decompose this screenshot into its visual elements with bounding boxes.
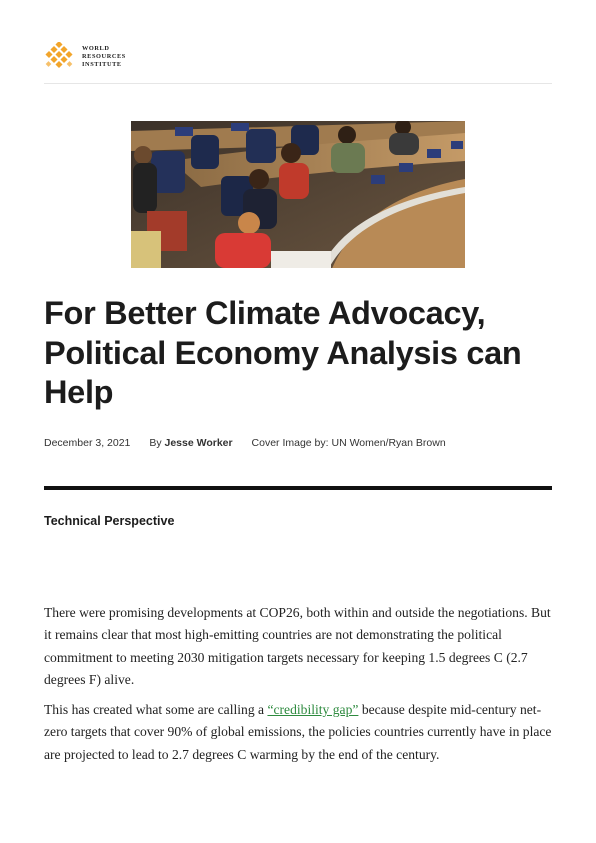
logo-line-3: INSTITUTE bbox=[82, 61, 122, 68]
paragraph-2-end: because despite mid-century net-zero targets that cover 90% of global emissions, the policies countries currently have in place are projected to lead to 2.7 degrees C warming by the end of the century. bbox=[44, 702, 552, 762]
cover-image bbox=[131, 121, 465, 268]
byline bbox=[149, 437, 232, 449]
article-category[interactable]: Technical Perspective bbox=[44, 514, 175, 528]
author-name[interactable]: Jesse Worker bbox=[164, 437, 233, 449]
logo-line-1: WORLD bbox=[82, 45, 110, 52]
article-title: For Better Climate Advocacy, Political Economy Analysis can Help bbox=[44, 295, 522, 410]
article-body bbox=[44, 602, 556, 774]
logo-line-2: RESOURCES bbox=[82, 53, 126, 60]
section-divider bbox=[44, 486, 552, 490]
paragraph-2-start: This has created what some are calling a bbox=[44, 702, 268, 718]
credibility-gap-link[interactable]: “credibility gap” bbox=[267, 702, 359, 718]
header-divider bbox=[44, 83, 552, 84]
wri-diamond-logo-icon bbox=[44, 42, 74, 72]
conference-photo-icon bbox=[131, 121, 465, 268]
publish-date: December 3, 2021 bbox=[44, 437, 131, 449]
by-label: By bbox=[149, 437, 162, 449]
logo-wordmark bbox=[82, 45, 126, 69]
article-meta bbox=[44, 437, 446, 449]
paragraph-1: There were promising developments at COP26, both within and outside the negotiations. But it remains clear that most high-emitting countries are not demonstrating the political commitment to meeting 2030 mitigation targets necessary for keeping 1.5 degrees C (2.7 degrees F) alive. bbox=[44, 605, 551, 687]
cover-credit: Cover Image by: UN Women/Ryan Brown bbox=[251, 437, 446, 449]
wri-logo[interactable] bbox=[44, 42, 126, 72]
paragraph-2 bbox=[44, 699, 556, 766]
